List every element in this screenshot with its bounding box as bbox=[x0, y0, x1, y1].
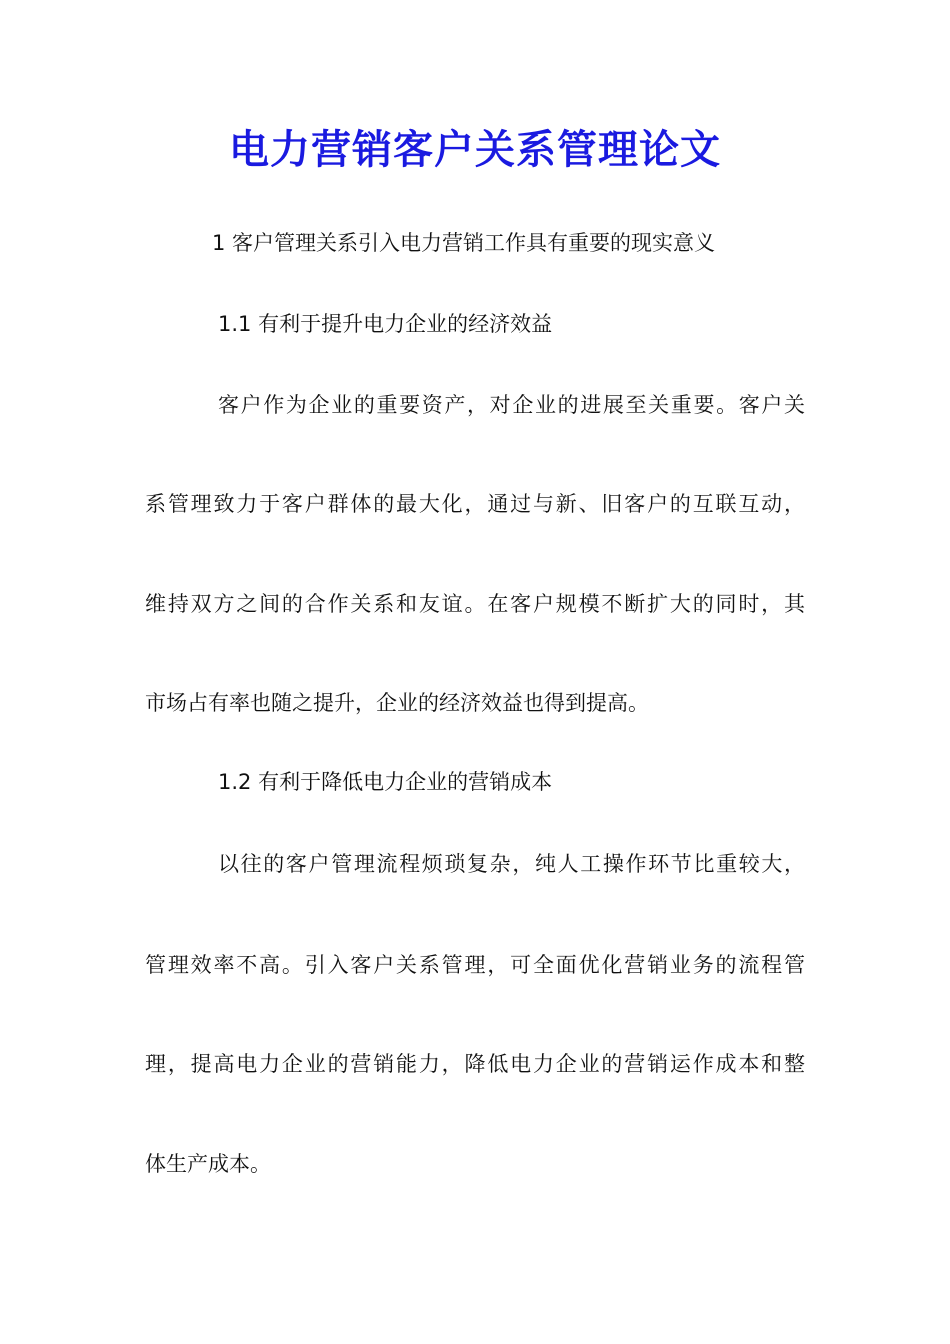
paragraph-line: 体生产成本。 bbox=[145, 1152, 271, 1176]
paragraph-line: 客户作为企业的重要资产，对企业的进展至关重要。客户关 bbox=[218, 393, 805, 417]
section-1-heading: 1 客户管理关系引入电力营销工作具有重要的现实意义 bbox=[212, 231, 716, 255]
paragraph-line: 理，提高电力企业的营销能力，降低电力企业的营销运作成本和整 bbox=[145, 1052, 805, 1076]
document-title: 电力营销客户关系管理论文 bbox=[229, 126, 721, 173]
paragraph-line: 以往的客户管理流程烦琐复杂，纯人工操作环节比重较大， bbox=[218, 852, 805, 876]
section-1-1-heading: 1.1 有利于提升电力企业的经济效益 bbox=[218, 312, 553, 336]
paragraph-line: 市场占有率也随之提升，企业的经济效益也得到提高。 bbox=[145, 691, 649, 715]
paragraph-line: 维持双方之间的合作关系和友谊。在客户规模不断扩大的同时，其 bbox=[145, 592, 805, 616]
section-1-2-heading: 1.2 有利于降低电力企业的营销成本 bbox=[218, 770, 553, 794]
paragraph-line: 管理效率不高。引入客户关系管理，可全面优化营销业务的流程管 bbox=[145, 953, 805, 977]
paragraph-line: 系管理致力于客户群体的最大化，通过与新、旧客户的互联互动， bbox=[145, 492, 805, 516]
